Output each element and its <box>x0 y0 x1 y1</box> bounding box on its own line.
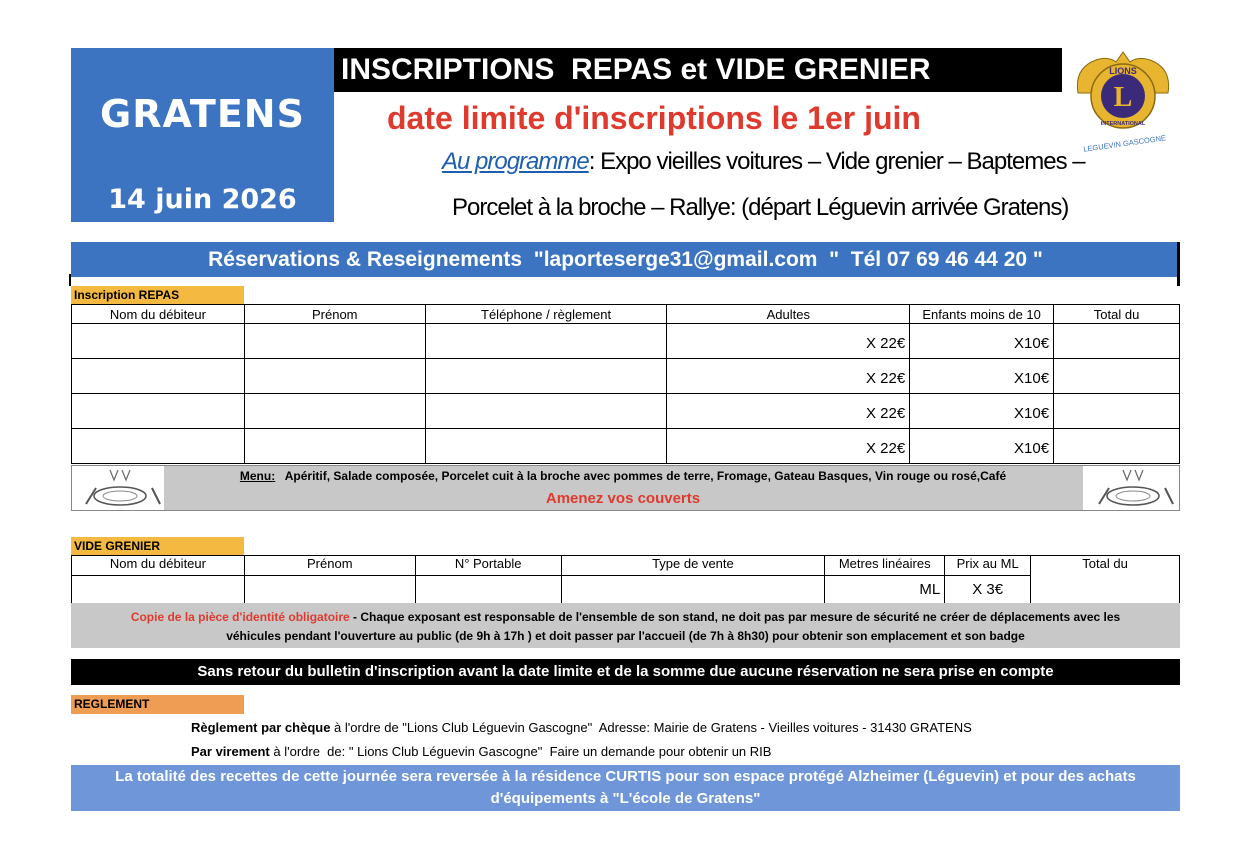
col-portable: N° Portable <box>415 556 561 576</box>
cell-prenom[interactable] <box>244 429 425 464</box>
cell-enfants[interactable]: X10€ <box>910 324 1054 359</box>
col-prenom: Prénom <box>244 305 425 324</box>
logo-caption: LEGUEVIN GASCOGNE <box>1082 133 1167 154</box>
cell-nom[interactable] <box>72 359 245 394</box>
cheque-payment-line <box>191 720 972 735</box>
logo-letter: L <box>1113 82 1133 113</box>
contact-bar: Réservations & Reseignements "laporteserge31@gmail.com " Tél 07 69 46 44 20 " <box>71 242 1180 277</box>
cutlery-icon <box>72 466 164 510</box>
cell-nom[interactable] <box>72 429 245 464</box>
col-nom: Nom du débiteur <box>72 556 245 576</box>
col-prix: Prix au ML <box>945 556 1031 576</box>
cell-total[interactable] <box>1054 394 1180 429</box>
menu-text <box>163 469 1083 483</box>
cell-adultes[interactable]: X 22€ <box>667 359 910 394</box>
cell-nom[interactable] <box>72 324 245 359</box>
vide-grenier-section-label: VIDE GRENIER <box>71 537 244 555</box>
contact-bar-edge <box>1177 242 1180 286</box>
notice-line-2: véhicules pendant l'ouverture au public (de 9h à 17h ) et doit passer par l'accueil (de 7h à 8h30) pour obtenir son emplacement et son badge <box>226 629 1025 643</box>
notice-text-1: - Chaque exposant est responsable de l'ensemble de son stand, ne doit pas par mesure de sécurité ne créer de déplacements avec les <box>349 610 1121 624</box>
cell-total[interactable] <box>1054 359 1180 394</box>
col-nom: Nom du débiteur <box>72 305 245 324</box>
col-type-vente: Type de vente <box>561 556 825 576</box>
logo-top-text: LIONS <box>1109 66 1137 76</box>
cell-telephone[interactable] <box>425 429 667 464</box>
table-row <box>72 576 1180 605</box>
town-name: GRATENS <box>100 92 305 136</box>
cell-total[interactable] <box>1054 429 1180 464</box>
cell-enfants[interactable]: X10€ <box>910 429 1054 464</box>
program-label: Au programme <box>442 148 589 175</box>
cheque-text: à l'ordre de "Lions Club Léguevin Gascogne" Adresse: Mairie de Gratens - Vieilles voitures - 31430 GRATENS <box>330 720 972 735</box>
transfer-payment-line <box>191 744 771 759</box>
cell-prenom[interactable] <box>244 576 415 605</box>
cell-prenom[interactable] <box>244 324 425 359</box>
cutlery-icon <box>1083 466 1179 510</box>
cell-adultes[interactable]: X 22€ <box>667 324 910 359</box>
lions-club-logo <box>1068 48 1178 158</box>
virement-text: à l'ordre de: " Lions Club Léguevin Gascogne" Faire un demande pour obtenir un RIB <box>269 744 772 759</box>
donation-line-2: d'équipements à "L'école de Gratens" <box>490 790 761 807</box>
cell-adultes[interactable]: X 22€ <box>667 429 910 464</box>
cell-prenom[interactable] <box>244 359 425 394</box>
cell-telephone[interactable] <box>425 359 667 394</box>
cell-prenom[interactable] <box>244 394 425 429</box>
cell-telephone[interactable] <box>425 394 667 429</box>
cell-nom[interactable] <box>72 394 245 429</box>
cell-enfants[interactable]: X10€ <box>910 394 1054 429</box>
table-row <box>72 324 1180 359</box>
cheque-label: Règlement par chèque <box>191 720 331 735</box>
col-prenom: Prénom <box>244 556 415 576</box>
notice-line-1 <box>71 608 1180 627</box>
cell-telephone[interactable] <box>425 324 667 359</box>
contact-bar-edge-left <box>69 274 71 286</box>
repas-section-label: Inscription REPAS <box>71 286 244 304</box>
col-metres: Metres linéaires <box>825 556 945 576</box>
col-adultes: Adultes <box>667 305 910 324</box>
vide-grenier-table <box>71 555 1180 605</box>
cell-total[interactable] <box>1054 324 1180 359</box>
virement-label: Par virement <box>191 744 270 759</box>
bring-cutlery-note: Amenez vos couverts <box>545 490 701 507</box>
cutlery-box-left <box>72 466 164 510</box>
cell-type-vente[interactable] <box>561 576 825 605</box>
col-enfants: Enfants moins de 10 <box>910 305 1054 324</box>
program-line-1 <box>442 148 1085 176</box>
logo-band-text: INTERNATIONAL <box>1100 121 1146 127</box>
cell-prix[interactable]: X 3€ <box>945 576 1031 605</box>
repas-header-row <box>72 305 1180 324</box>
repas-table <box>71 304 1180 464</box>
deadline-text: date limite d'inscriptions le 1er juin <box>387 100 921 136</box>
warning-bar: Sans retour du bulletin d'inscription avant la date limite et de la somme due aucune réservation ne sera prise en compte <box>71 659 1180 685</box>
page-title: INSCRIPTIONS REPAS et VIDE GRENIER <box>334 48 1062 92</box>
col-telephone: Téléphone / règlement <box>425 305 667 324</box>
program-text-1: : Expo vieilles voitures – Vide grenier – Baptemes – <box>588 148 1085 175</box>
table-row <box>72 429 1180 464</box>
menu-items: Apéritif, Salade composée, Porcelet cuit à la broche avec pommes de terre, Fromage, Gateau Basques, Vin rouge ou rosé,Café <box>275 469 1007 483</box>
vide-header-row <box>72 556 1180 576</box>
donation-notice <box>71 765 1180 811</box>
table-row <box>72 359 1180 394</box>
cell-metres[interactable]: ML <box>825 576 945 605</box>
cell-enfants[interactable]: X10€ <box>910 359 1054 394</box>
cell-nom[interactable] <box>72 576 245 605</box>
id-required-text: Copie de la pièce d'identité obligatoire <box>130 610 350 624</box>
cell-adultes[interactable]: X 22€ <box>667 394 910 429</box>
col-total: Total du <box>1054 305 1180 324</box>
menu-label: Menu: <box>239 469 276 483</box>
event-date: 14 juin 2026 <box>108 184 297 215</box>
cutlery-box-right <box>1083 466 1179 510</box>
vide-grenier-notice <box>71 603 1180 648</box>
table-row <box>72 394 1180 429</box>
reglement-section-label: REGLEMENT <box>71 695 244 714</box>
cell-portable[interactable] <box>415 576 561 605</box>
col-total: Total du <box>1031 556 1180 605</box>
program-line-2: Porcelet à la broche – Rallye: (départ Léguevin arrivée Gratens) <box>452 194 1069 221</box>
donation-line-1: La totalité des recettes de cette journée sera reversée à la résidence CURTIS pour son espace protégé Alzheimer (Léguevin) et pour des achats <box>115 768 1136 785</box>
